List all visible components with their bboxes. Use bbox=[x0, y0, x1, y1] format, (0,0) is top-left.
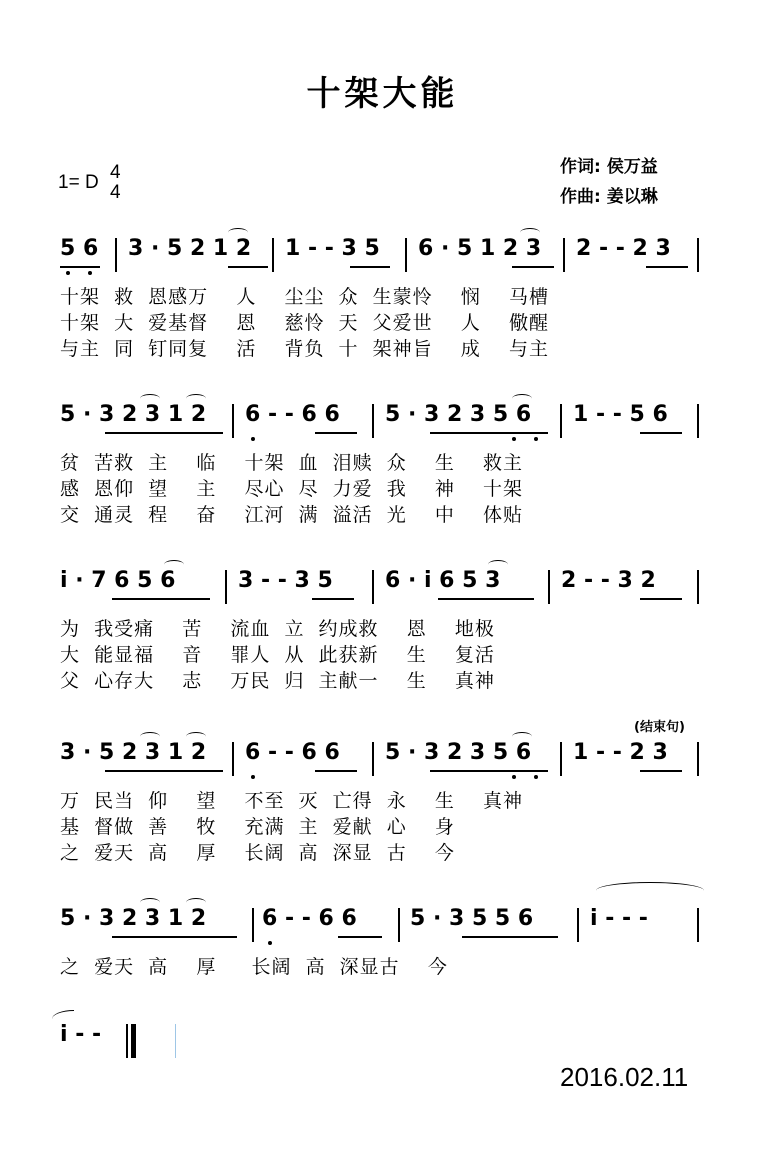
barline bbox=[372, 742, 374, 776]
low-dot bbox=[512, 437, 516, 441]
barline bbox=[697, 570, 699, 604]
measure: 5 · 3 2 3 1 2 bbox=[60, 402, 207, 427]
lyric-line-3: 交 通灵 程 奋 江河 满 溢活 光 中 体贴 bbox=[60, 504, 524, 526]
barline bbox=[232, 742, 234, 776]
measure: 3 · 5 2 1 2 bbox=[128, 236, 252, 261]
measure: i · 7 6 5 6 bbox=[60, 568, 176, 593]
lyric-line-3: 父 心存大 志 万民 归 主献一 生 真神 bbox=[60, 670, 495, 692]
lyric-line-2: 感 恩仰 望 主 尽心 尽 力爱 我 神 十架 bbox=[60, 478, 524, 500]
measure: 5 6 bbox=[60, 236, 99, 261]
underline bbox=[430, 770, 548, 772]
date-stamp: 2016.02.11 bbox=[560, 1062, 689, 1092]
measure: 3 · 5 2 3 1 2 bbox=[60, 740, 207, 765]
underline bbox=[350, 266, 390, 268]
slur bbox=[164, 560, 184, 569]
low-dot bbox=[251, 775, 255, 779]
barline bbox=[232, 404, 234, 438]
underline bbox=[338, 936, 382, 938]
lyric-line-1: 万 民当 仰 望 不至 灭 亡得 永 生 真神 bbox=[60, 790, 524, 812]
underline bbox=[105, 770, 223, 772]
barline bbox=[225, 570, 227, 604]
underline bbox=[228, 266, 268, 268]
slur bbox=[186, 394, 206, 403]
underline bbox=[430, 432, 548, 434]
final-barline-thick bbox=[131, 1024, 136, 1058]
underline bbox=[646, 266, 688, 268]
barline bbox=[372, 404, 374, 438]
slur bbox=[140, 898, 160, 907]
measure: 6 · i 6 5 3 bbox=[385, 568, 501, 593]
time-bottom: 4 bbox=[110, 182, 121, 203]
low-dot bbox=[66, 271, 70, 275]
barline bbox=[560, 404, 562, 438]
barline bbox=[697, 742, 699, 776]
underline bbox=[105, 432, 223, 434]
song-title: 十架大能 bbox=[306, 74, 459, 114]
lyric-line-2: 十架 大 爱基督 恩 慈怜 天 父爱世 人 儆醒 bbox=[60, 312, 549, 334]
measure: i - - - bbox=[590, 906, 648, 931]
barline bbox=[115, 238, 117, 272]
lyricist-credit: 作词: 侯万益 bbox=[560, 157, 658, 177]
slur bbox=[488, 560, 508, 569]
lyric-line-1: 十架 救 恩感万 人 尘尘 众 生蒙怜 悯 马槽 bbox=[60, 286, 549, 308]
measure: 5 · 3 2 3 5 6 bbox=[385, 740, 532, 765]
slur bbox=[512, 394, 532, 403]
barline bbox=[252, 908, 254, 942]
time-top: 4 bbox=[110, 162, 121, 183]
underline bbox=[60, 266, 100, 268]
lyric-line-3: 与主 同 钉同复 活 背负 十 架神旨 成 与主 bbox=[60, 338, 549, 360]
measure: 6 · 5 1 2 3 bbox=[418, 236, 542, 261]
lyric-line-1: 之 爱天 高 厚 长阔 高 深显古 今 bbox=[60, 956, 448, 978]
measure: 6 - - 6 6 bbox=[245, 402, 340, 427]
underline bbox=[462, 936, 558, 938]
barline bbox=[372, 570, 374, 604]
measure: 5 · 3 5 5 6 bbox=[410, 906, 534, 931]
underline bbox=[512, 266, 554, 268]
low-dot bbox=[534, 437, 538, 441]
measure: 1 - - 2 3 bbox=[573, 740, 668, 765]
measure: 2 - - 3 2 bbox=[561, 568, 656, 593]
tie-from-previous-line bbox=[52, 1010, 74, 1019]
key-signature: 1= D bbox=[58, 172, 99, 193]
measure: 3 - - 3 5 bbox=[238, 568, 333, 593]
barline bbox=[577, 908, 579, 942]
lyric-line-2: 基 督做 善 牧 充满 主 爱献 心 身 bbox=[60, 816, 455, 838]
slur bbox=[520, 228, 540, 237]
lyric-line-1: 贫 苦救 主 临 十架 血 泪赎 众 生 救主 bbox=[60, 452, 524, 474]
barline bbox=[405, 238, 407, 272]
measure: 1 - - 3 5 bbox=[285, 236, 380, 261]
underline bbox=[312, 598, 354, 600]
barline bbox=[398, 908, 400, 942]
underline bbox=[438, 598, 534, 600]
barline bbox=[548, 570, 550, 604]
measure: 1 - - 5 6 bbox=[573, 402, 668, 427]
underline bbox=[640, 598, 682, 600]
measure: 2 - - 2 3 bbox=[576, 236, 671, 261]
slur bbox=[140, 394, 160, 403]
slur bbox=[512, 732, 532, 741]
underline bbox=[112, 598, 210, 600]
lyric-line-2: 大 能显福 音 罪人 从 此获新 生 复活 bbox=[60, 644, 495, 666]
low-dot bbox=[512, 775, 516, 779]
underline bbox=[112, 936, 237, 938]
underline bbox=[315, 432, 357, 434]
slur bbox=[186, 732, 206, 741]
barline bbox=[697, 908, 699, 942]
measure: 6 - - 6 6 bbox=[245, 740, 340, 765]
underline bbox=[640, 432, 682, 434]
barline bbox=[560, 742, 562, 776]
slur bbox=[140, 732, 160, 741]
ending-note: (结束句) bbox=[634, 720, 685, 735]
measure: 5 · 3 2 3 1 2 bbox=[60, 906, 207, 931]
barline bbox=[563, 238, 565, 272]
measure: 6 - - 6 6 bbox=[262, 906, 357, 931]
lyric-line-3: 之 爱天 高 厚 长阔 高 深显 古 今 bbox=[60, 842, 455, 864]
text-cursor bbox=[175, 1024, 176, 1058]
tie-to-next-line bbox=[596, 882, 704, 899]
measure: 5 · 3 2 3 5 6 bbox=[385, 402, 532, 427]
measure: i - - bbox=[60, 1022, 102, 1047]
underline bbox=[315, 770, 357, 772]
time-signature bbox=[110, 163, 121, 203]
slur bbox=[186, 898, 206, 907]
barline bbox=[272, 238, 274, 272]
low-dot bbox=[534, 775, 538, 779]
barline bbox=[697, 238, 699, 272]
low-dot bbox=[88, 271, 92, 275]
barline bbox=[697, 404, 699, 438]
slur bbox=[228, 228, 248, 237]
underline bbox=[640, 770, 682, 772]
low-dot bbox=[268, 941, 272, 945]
lyric-line-1: 为 我受痛 苦 流血 立 约成救 恩 地极 bbox=[60, 618, 495, 640]
low-dot bbox=[251, 437, 255, 441]
final-barline-thin bbox=[126, 1024, 128, 1058]
composer-credit: 作曲: 姜以琳 bbox=[560, 187, 658, 207]
